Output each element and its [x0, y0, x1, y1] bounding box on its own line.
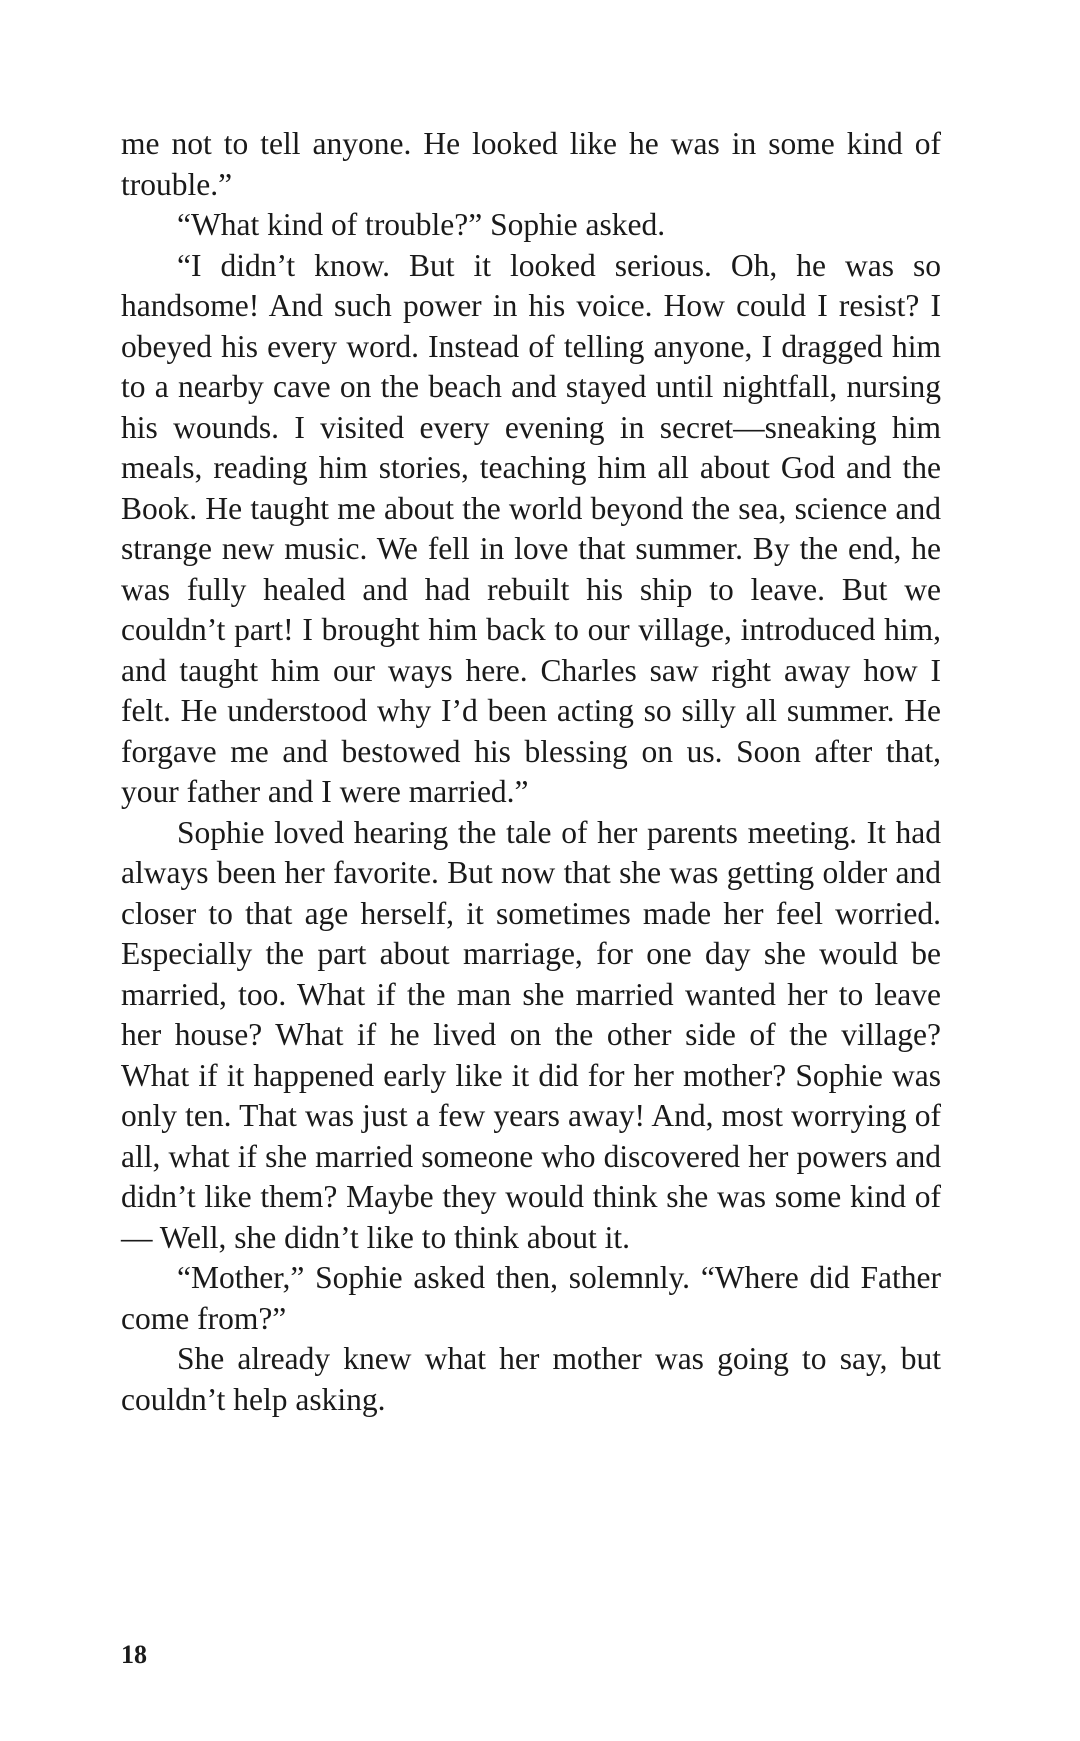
page-number: 18 [121, 1640, 147, 1669]
paragraph-4: Sophie loved hearing the tale of her parents meeting. It had always been her favorite. But now that she was getting older and closer to that age herself, it sometimes made her feel worried. Especially the part about marriage, for one day she would be married, too. What if the man she married wanted her to leave her house? What if he lived on the other side of the village? What if it happened early like it did for her mother? Sophie was only ten. That was just a few years away! And, most worrying of all, what if she married someone who discovered her powers and didn’t like them? Maybe they would think she was some kind of— Well, she didn’t like to think about it. [121, 814, 941, 1255]
paragraph-2: “What kind of trouble?” Sophie asked. [177, 207, 666, 242]
paragraph-6: She already knew what her mother was going to say, but couldn’t help asking. [121, 1341, 941, 1417]
paragraph-3: “I didn’t know. But it looked serious. Oh, he was so handsome! And such power in his voice. How could I resist? I obeyed his every word. Instead of telling anyone, I dragged him to a nearby cave on the beach and stayed until nightfall, nursing his wounds. I visited every evening in secret—sneaking him meals, reading him stories, teaching him all about God and the Book. He taught me about the world beyond the sea, science and strange new music. We fell in love that summer. By the end, he was fully healed and had rebuilt his ship to leave. But we couldn’t part! I brought him back to our village, introduced him, and taught him our ways here. Charles saw right away how I felt. He understood why I’d been acting so silly all summer. He forgave me and bestowed his blessing on us. Soon after that, your father and I were married.” [121, 247, 941, 809]
body-text [121, 124, 941, 1420]
paragraph-1: me not to tell anyone. He looked like he was in some kind of trouble.” [121, 126, 941, 202]
paragraph-5: “Mother,” Sophie asked then, solemnly. “Where did Father come from?” [121, 1260, 941, 1336]
